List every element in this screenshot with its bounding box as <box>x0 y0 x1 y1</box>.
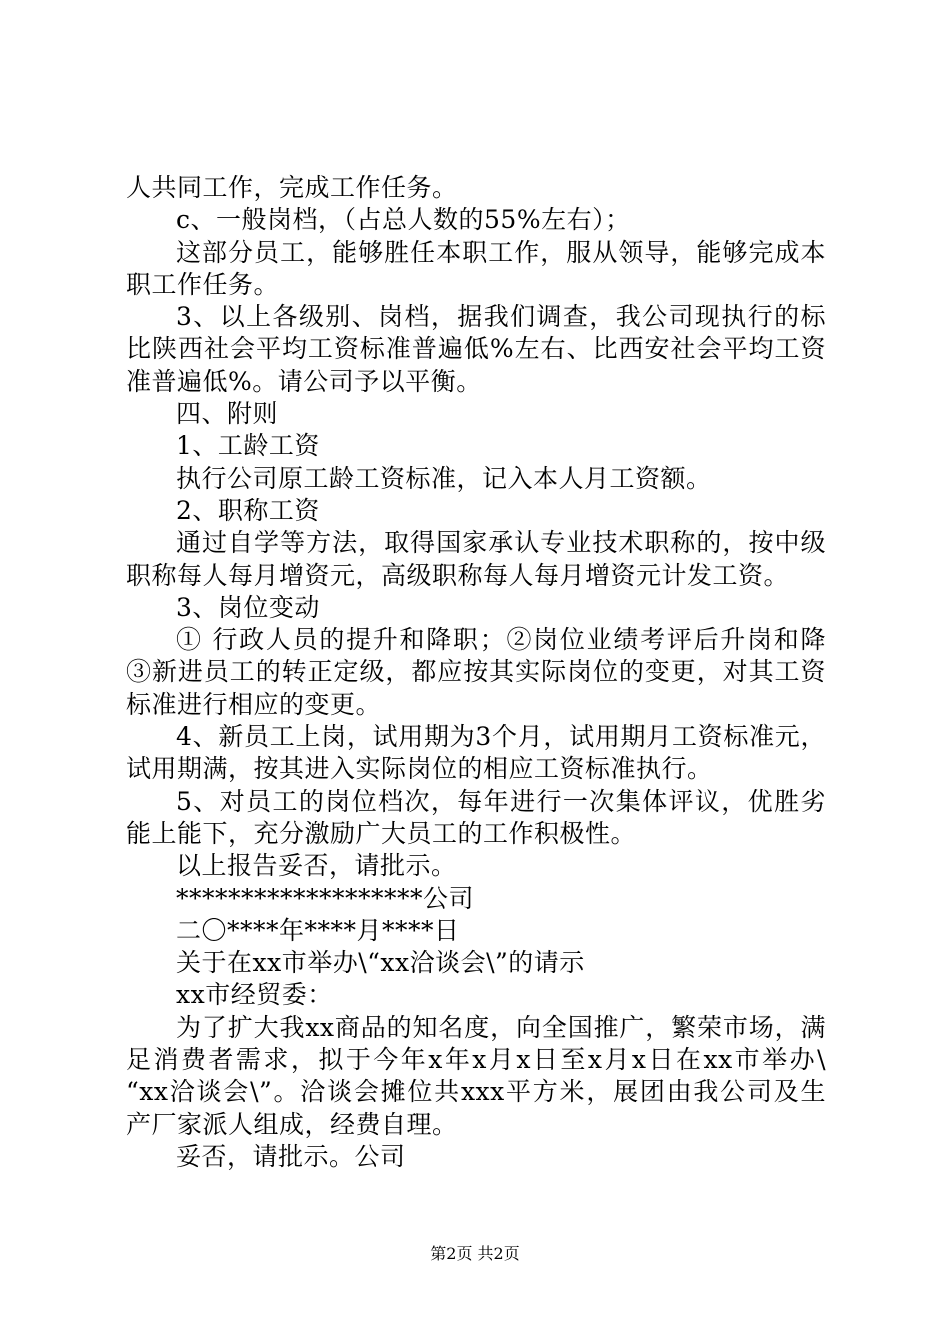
text-line: 比陕西社会平均工资标准普遍低%左右、比西安社会平均工资 <box>126 334 826 364</box>
text-line: 这部分员工，能够胜任本职工作，服从领导，能够完成本 <box>176 237 826 267</box>
text-line: 妥否，请批示。公司 <box>176 1141 406 1171</box>
text-line: 标准进行相应的变更。 <box>126 689 382 719</box>
text-line: 产厂家派人组成，经费自理。 <box>126 1109 458 1139</box>
page-footer: 第2页 共2页 <box>430 1244 520 1263</box>
text-line: 通过自学等方法，取得国家承认专业技术职称的，按中级 <box>176 528 826 558</box>
signature-date: 二〇****年****月****日 <box>176 915 460 945</box>
text-line: 执行公司原工龄工资标准，记入本人月工资额。 <box>176 463 712 493</box>
addressee: xx市经贸委： <box>176 980 333 1010</box>
text-line: 准普遍低%。请公司予以平衡。 <box>126 366 482 396</box>
text-line: ① 行政人员的提升和降职；②岗位业绩考评后升岗和降 <box>176 625 826 655</box>
text-line: 职工作任务。 <box>126 269 280 299</box>
text-line: “xx洽谈会\”。洽谈会摊位共xxx平方米，展团由我公司及生 <box>126 1077 826 1107</box>
text-line: 职称每人每月增资元，高级职称每人每月增资元计发工资。 <box>126 560 790 590</box>
text-line: 5、对员工的岗位档次，每年进行一次集体评议，优胜劣 <box>176 786 826 816</box>
text-line: 为了扩大我xx商品的知名度，向全国推广，繁荣市场，满 <box>176 1012 826 1042</box>
section-heading: 四、附则 <box>176 399 279 429</box>
text-line: 足消费者需求，拟于今年x年x月x日至x月x日在xx市举办\ <box>126 1045 826 1075</box>
text-line: 3、以上各级别、岗档，据我们调查，我公司现执行的标 <box>176 302 826 332</box>
text-line: ③新进员工的转正定级，都应按其实际岗位的变更，对其工资 <box>126 657 826 687</box>
document-body <box>126 172 826 1173</box>
subsection-heading: 2、职称工资 <box>176 495 320 525</box>
text-line: 4、新员工上岗，试用期为3个月，试用期月工资标准元， <box>176 722 826 752</box>
signature-company: *******************公司 <box>176 883 475 913</box>
text-line: 能上能下，充分激励广大员工的工作积极性。 <box>126 818 637 848</box>
document-title: 关于在xx市举办\“xx洽谈会\”的请示 <box>176 948 585 978</box>
subsection-heading: 1、工龄工资 <box>176 431 320 461</box>
text-line: 试用期满，按其进入实际岗位的相应工资标准执行。 <box>126 754 713 784</box>
text-line: 人共同工作，完成工作任务。 <box>126 173 458 202</box>
subsection-heading: 3、岗位变动 <box>176 592 320 622</box>
text-line: 以上报告妥否，请批示。 <box>176 851 457 881</box>
text-line: c、一般岗档，（占总人数的55%左右）； <box>176 205 631 235</box>
